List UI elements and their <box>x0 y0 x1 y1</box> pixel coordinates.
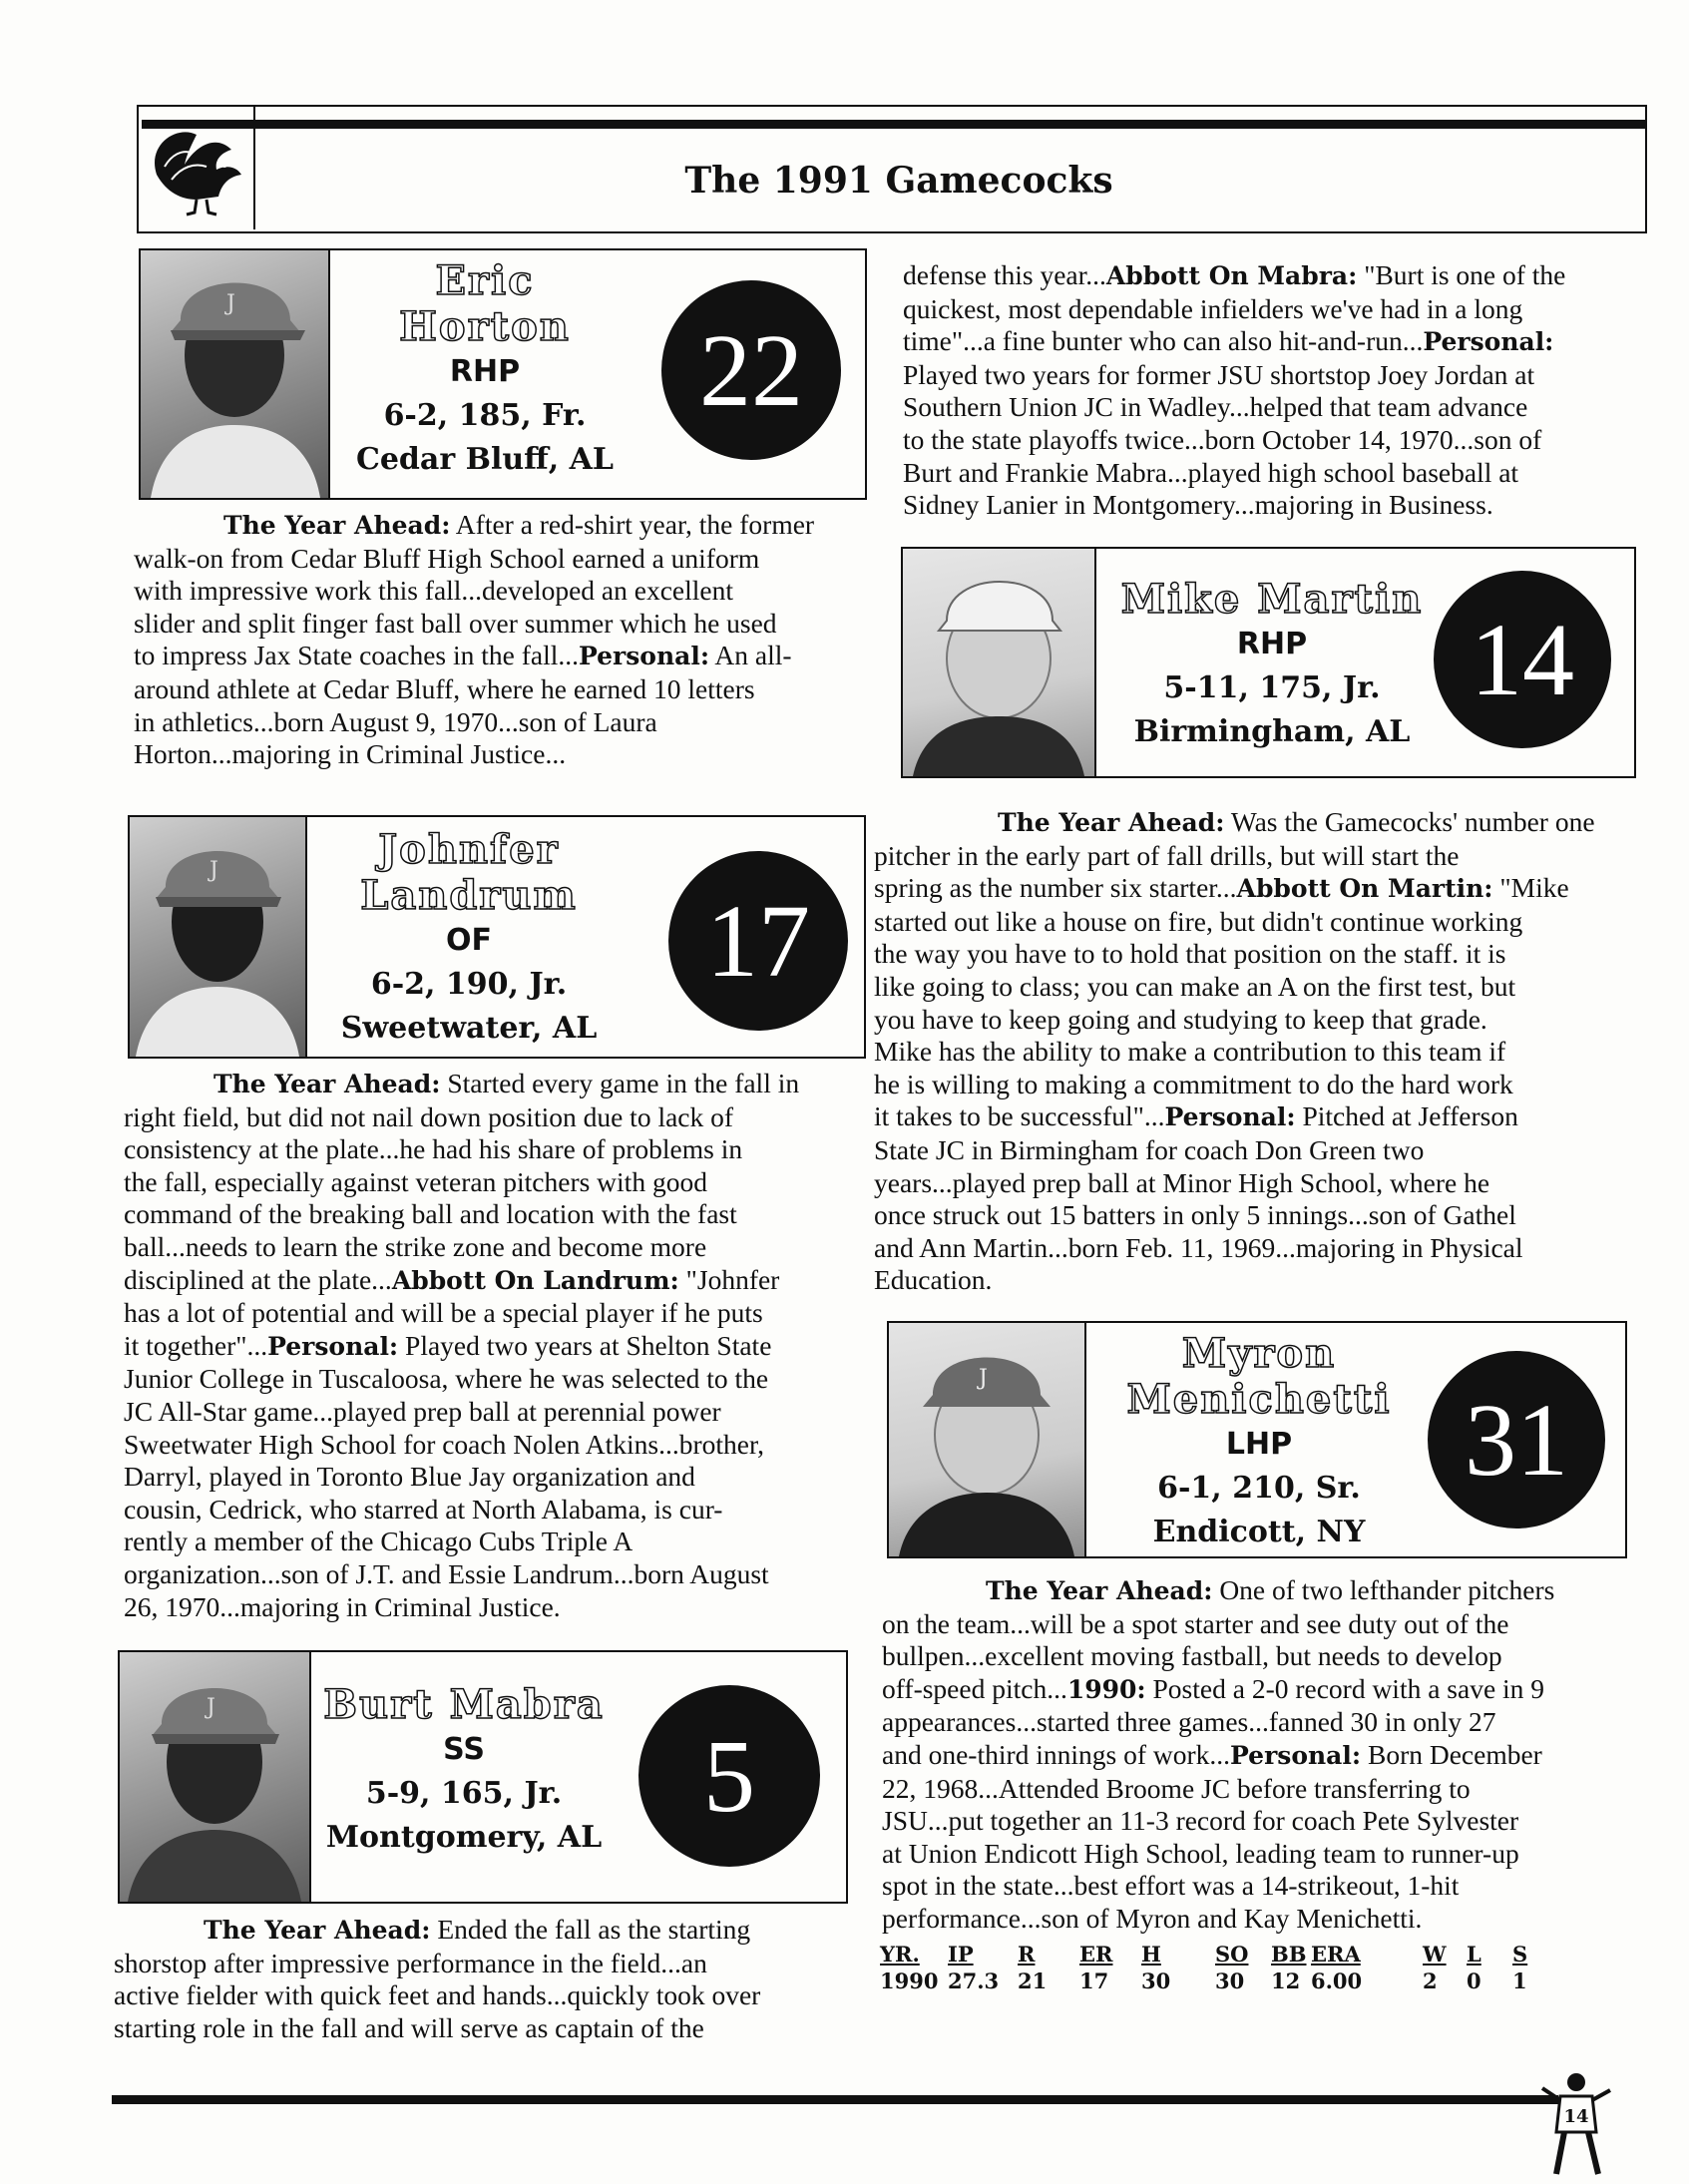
player-info <box>319 1682 609 1860</box>
svg-text:J: J <box>210 858 218 883</box>
jersey-number: 17 <box>668 851 848 1031</box>
player-info <box>340 258 630 482</box>
stats-header: W <box>1423 1942 1447 1966</box>
gamecock-logo-icon <box>137 105 251 227</box>
bio-menichetti: The Year Ahead: One of two lefthander pitchers on the team...will be a spot starter and see duty out of the bullpen...excellent moving fastball, but needs to develop off-speed pitch...1990: Posted a 2-0 record with a save in 9 appearances...started three games...fanned 30 in only 27 and one-third innings of work...Personal: Born December 22, 1968...Attended Broome JC before transferring to JSU...put together an 11-3 record for coach Pete Sylvester at Union Endicott High School, leading team to runner-up spot in the state...best effort was a 14-strikeout, 1-hit performance...son of Myron and Kay Menichetti. <box>882 1574 1555 1934</box>
bio-mabra: The Year Ahead: Ended the fall as the starting shorstop after impressive performance in the field...an active fielder with quick feet and hands...quickly took over starting role in the fall and will serve as captain of the <box>114 1914 761 2043</box>
player-photo <box>889 1323 1086 1556</box>
label-year-1990: 1990: <box>1066 1674 1146 1704</box>
stats-header: R <box>1018 1942 1036 1966</box>
player-last-name: Menichetti <box>1126 1376 1392 1423</box>
player-card-menichetti <box>887 1321 1627 1558</box>
stats-header: H <box>1141 1942 1161 1966</box>
player-name: Burt Mabra <box>323 1681 605 1728</box>
bio-landrum: The Year Ahead: Started every game in the fall in right field, but did not nail down position due to lack of consistency at the plate...he had his share of problems in the fall, especially against veteran pitchers with good command of the breaking ball and location with the fast ball...needs to learn the strike zone and become more disciplined at the plate...Abbott On Landrum: "Johnfer has a lot of potential and will be a special player if he puts it together"...Personal: Played two years at Shelton State Junior College in Tuscaloosa, where he was selected to the JC All-Star game...played prep ball at perennial power Sweetwater High School for coach Nolen Atkins...brother, Darryl, played in Toronto Blue Jay organization and cousin, Cedrick, who starred at North Alabama, is cur- rently a member of the Chicago Cubs Triple A organization...son of J.T. and Essie Landrum...born August 26, 1970...majoring in Criminal Justice. <box>124 1068 800 1622</box>
player-size: 6-1, 210, Sr. <box>1157 1471 1361 1506</box>
player-size: 5-9, 165, Jr. <box>365 1776 563 1811</box>
footer-rule <box>112 2095 1558 2104</box>
jersey-number: 22 <box>661 280 841 460</box>
player-position: LHP <box>1225 1427 1293 1462</box>
bio-mabra-continued: defense this year...Abbott On Mabra: "Burt is one of the quickest, most dependable infielders we've had in a long time"...a fine bunter who can also hit-and-run...Personal: Played two years for former JSU shortstop Joey Jordan at Southern Union JC in Wadley...helped that team advance to the state playoffs twice...born October 14, 1970...son of Burt and Frankie Mabra...played high school baseball at Sidney Lanier in Montgomery...majoring in Business. <box>903 259 1566 521</box>
player-last-name: Landrum <box>360 872 578 919</box>
stats-header: IP <box>948 1942 974 1966</box>
player-photo <box>130 817 307 1057</box>
player-last-name: Horton <box>399 303 571 350</box>
jersey-number: 31 <box>1428 1351 1605 1529</box>
stats-cell: 6.00 <box>1311 1968 1363 1993</box>
player-first-name: Myron <box>1181 1330 1337 1377</box>
jersey-number: 14 <box>1434 571 1611 748</box>
header-rule <box>142 120 1646 129</box>
player-info <box>1102 577 1442 754</box>
label-year-ahead: The Year Ahead: <box>223 511 451 540</box>
label-personal: Personal: <box>1423 327 1554 357</box>
label-year-ahead: The Year Ahead: <box>998 808 1225 837</box>
label-abbott: Abbott On Martin: <box>1236 874 1493 904</box>
label-personal: Personal: <box>579 642 710 671</box>
stats-cell: 21 <box>1018 1968 1048 1993</box>
stats-cell: 1 <box>1512 1968 1527 1993</box>
label-year-ahead: The Year Ahead: <box>986 1576 1213 1605</box>
player-first-name: Johnfer <box>378 826 560 873</box>
player-size: 5-11, 175, Jr. <box>1163 670 1381 705</box>
player-position: SS <box>443 1732 485 1767</box>
stats-header: ER <box>1079 1942 1113 1966</box>
stats-cell: 0 <box>1467 1968 1481 1993</box>
stats-header: S <box>1512 1942 1528 1966</box>
player-first-name: Eric <box>435 257 535 304</box>
player-info <box>1094 1331 1424 1554</box>
stats-table <box>880 1942 1542 1995</box>
player-photo <box>120 1652 311 1902</box>
label-year-ahead: The Year Ahead: <box>213 1070 441 1098</box>
stats-cell: 30 <box>1141 1968 1171 1993</box>
player-hometown: Montgomery, AL <box>325 1820 603 1855</box>
stats-header: SO <box>1215 1942 1249 1966</box>
player-photo <box>903 549 1096 776</box>
player-hometown: Endicott, NY <box>1152 1515 1366 1549</box>
stats-cell: 17 <box>1079 1968 1109 1993</box>
stats-cell: 1990 <box>880 1968 939 1993</box>
svg-text:J: J <box>207 1695 215 1720</box>
player-hometown: Birmingham, AL <box>1133 714 1411 749</box>
stats-cell: 30 <box>1215 1968 1245 1993</box>
player-hometown: Sweetwater, AL <box>340 1011 598 1046</box>
bio-martin: The Year Ahead: Was the Gamecocks' number one pitcher in the early part of fall drills, but will start the spring as the number six starter...Abbott On Martin: "Mike started out like a house on fire, but didn't continue working the way you have to to hold that position on the staff. it is like going to class; you can make an A on the first test, but you have to keep going and studying to keep that grade. Mike has the ability to make a contribution to this team if he is willing to making a commitment to do the hard work it takes to be successful"...Personal: Pitched at Jefferson State JC in Birmingham for coach Don Green two years...played prep ball at Minor High School, where he once struck out 15 batters in only 5 innings...son of Gathel and Ann Martin...born Feb. 11, 1969...majoring in Physical Education. <box>874 806 1595 1296</box>
player-card-landrum <box>128 815 866 1059</box>
stats-header: YR. <box>880 1942 920 1966</box>
player-size: 6-2, 190, Jr. <box>370 967 568 1002</box>
label-abbott: Abbott On Landrum: <box>391 1265 679 1295</box>
svg-text:J: J <box>979 1366 988 1391</box>
label-year-ahead: The Year Ahead: <box>204 1916 431 1945</box>
label-personal: Personal: <box>1164 1102 1296 1132</box>
page-title: The 1991 Gamecocks <box>684 160 1113 202</box>
player-size: 6-2, 185, Fr. <box>383 398 587 433</box>
stats-header-row <box>880 1942 1542 1968</box>
stats-header: BB <box>1271 1942 1307 1966</box>
player-name: Mike Martin <box>1120 576 1424 623</box>
stats-header: L <box>1467 1942 1481 1966</box>
stats-cell: 2 <box>1423 1968 1438 1993</box>
player-position: RHP <box>1236 627 1308 661</box>
stats-cell: 27.3 <box>948 1968 1000 1993</box>
player-card-martin <box>901 547 1636 778</box>
player-hometown: Cedar Bluff, AL <box>355 442 615 477</box>
footer-mascot <box>1536 2070 1616 2180</box>
player-photo <box>141 250 330 498</box>
page-number: 14 <box>1563 2106 1589 2127</box>
label-personal: Personal: <box>267 1331 399 1361</box>
player-position: RHP <box>449 354 521 389</box>
player-position: OF <box>446 923 492 958</box>
svg-text:J: J <box>226 291 235 316</box>
stats-header: ERA <box>1311 1942 1361 1966</box>
stats-row <box>880 1968 1542 1995</box>
stats-cell: 12 <box>1271 1968 1301 1993</box>
jersey-number: 5 <box>638 1685 820 1867</box>
label-abbott: Abbott On Mabra: <box>1105 261 1358 290</box>
label-personal: Personal: <box>1230 1740 1362 1770</box>
logo-box <box>137 105 255 229</box>
player-card-mabra <box>118 1650 848 1904</box>
bio-horton: The Year Ahead: After a red-shirt year, the former walk-on from Cedar Bluff High School earned a uniform with impressive work this fall...developed an excellent slider and split finger fast ball over summer which he used to impress Jax State coaches in the fall...Personal: An all- around athlete at Cedar Bluff, where he earned 10 letters in athletics...born August 9, 1970...son of Laura Horton...majoring in Criminal Justice... <box>134 509 815 770</box>
player-info <box>319 827 619 1051</box>
player-card-horton <box>139 248 867 500</box>
